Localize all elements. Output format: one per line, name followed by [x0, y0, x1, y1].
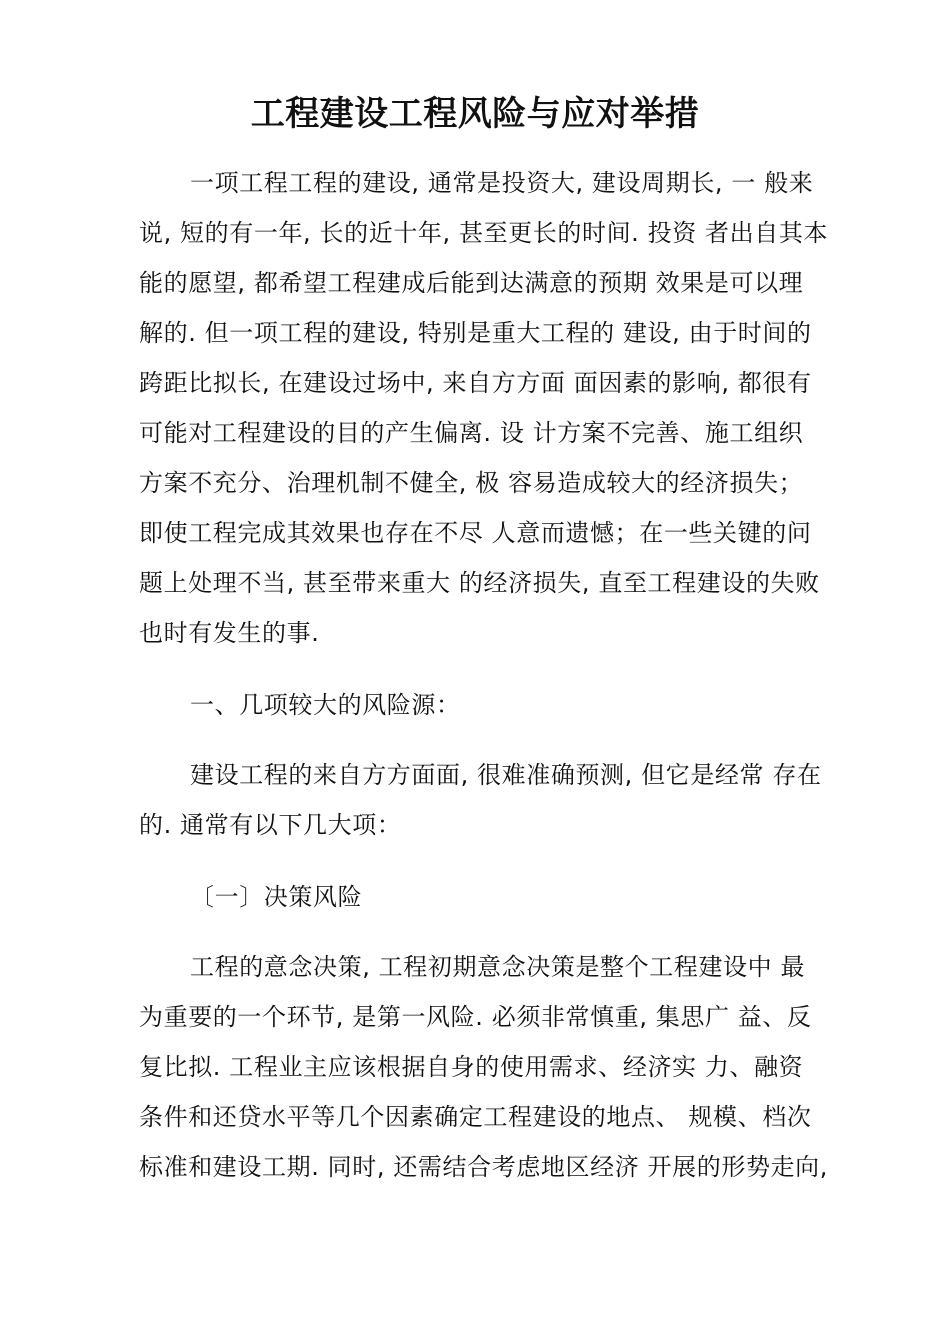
paragraph-line: 条件和还贷水平等几个因素确定工程建设的地点、 规模、档次	[139, 1103, 812, 1131]
paragraph-line: 即使工程完成其效果也存在不尽 人意而遗憾；在一些关键的问	[139, 519, 812, 547]
paragraph-line: 说, 短的有一年, 长的近十年, 甚至更长的时间. 投资 者出自其本	[139, 219, 829, 247]
paragraph-line: 可能对工程建设的目的产生偏离. 设 计方案不完善、施工组织	[139, 419, 804, 447]
paragraph-line: 为重要的一个环节, 是第一风险. 必须非常慎重, 集思广 益、反	[139, 1003, 812, 1031]
paragraph-line: 跨距比拟长, 在建设过场中, 来自方方面 面因素的影响, 都很有	[139, 369, 812, 397]
paragraph-line: 的. 通常有以下几大项：	[139, 811, 402, 839]
section-heading: 一、几项较大的风险源：	[190, 691, 461, 719]
paragraph-line: 解的. 但一项工程的建设, 特别是重大工程的 建设, 由于时间的	[139, 319, 812, 347]
paragraph-line: 一项工程工程的建设, 通常是投资大, 建设周期长, 一 般来	[190, 169, 814, 197]
document-title: 工程建设工程风险与应对举措	[250, 94, 700, 134]
paragraph-line: 工程的意念决策, 工程初期意念决策是整个工程建设中 最	[190, 953, 806, 981]
subsection-heading: 〔一〕决策风险	[190, 883, 363, 911]
paragraph-line: 也时有发生的事.	[139, 619, 320, 647]
paragraph-line: 复比拟. 工程业主应该根据自身的使用需求、经济实 力、融资	[139, 1053, 804, 1081]
paragraph-line: 方案不充分、治理机制不健全, 极 容易造成较大的经济损失；	[139, 469, 804, 497]
paragraph-line: 标准和建设工期. 同时, 还需结合考虑地区经济 开展的形势走向,	[139, 1153, 828, 1181]
paragraph-line: 题上处理不当, 甚至带来重大 的经济损失, 直至工程建设的失败	[139, 569, 820, 597]
paragraph-line: 建设工程的来自方方面面, 很难准确预测, 但它是经常 存在	[190, 761, 822, 789]
paragraph-line: 能的愿望, 都希望工程建成后能到达满意的预期 效果是可以理	[139, 269, 804, 297]
